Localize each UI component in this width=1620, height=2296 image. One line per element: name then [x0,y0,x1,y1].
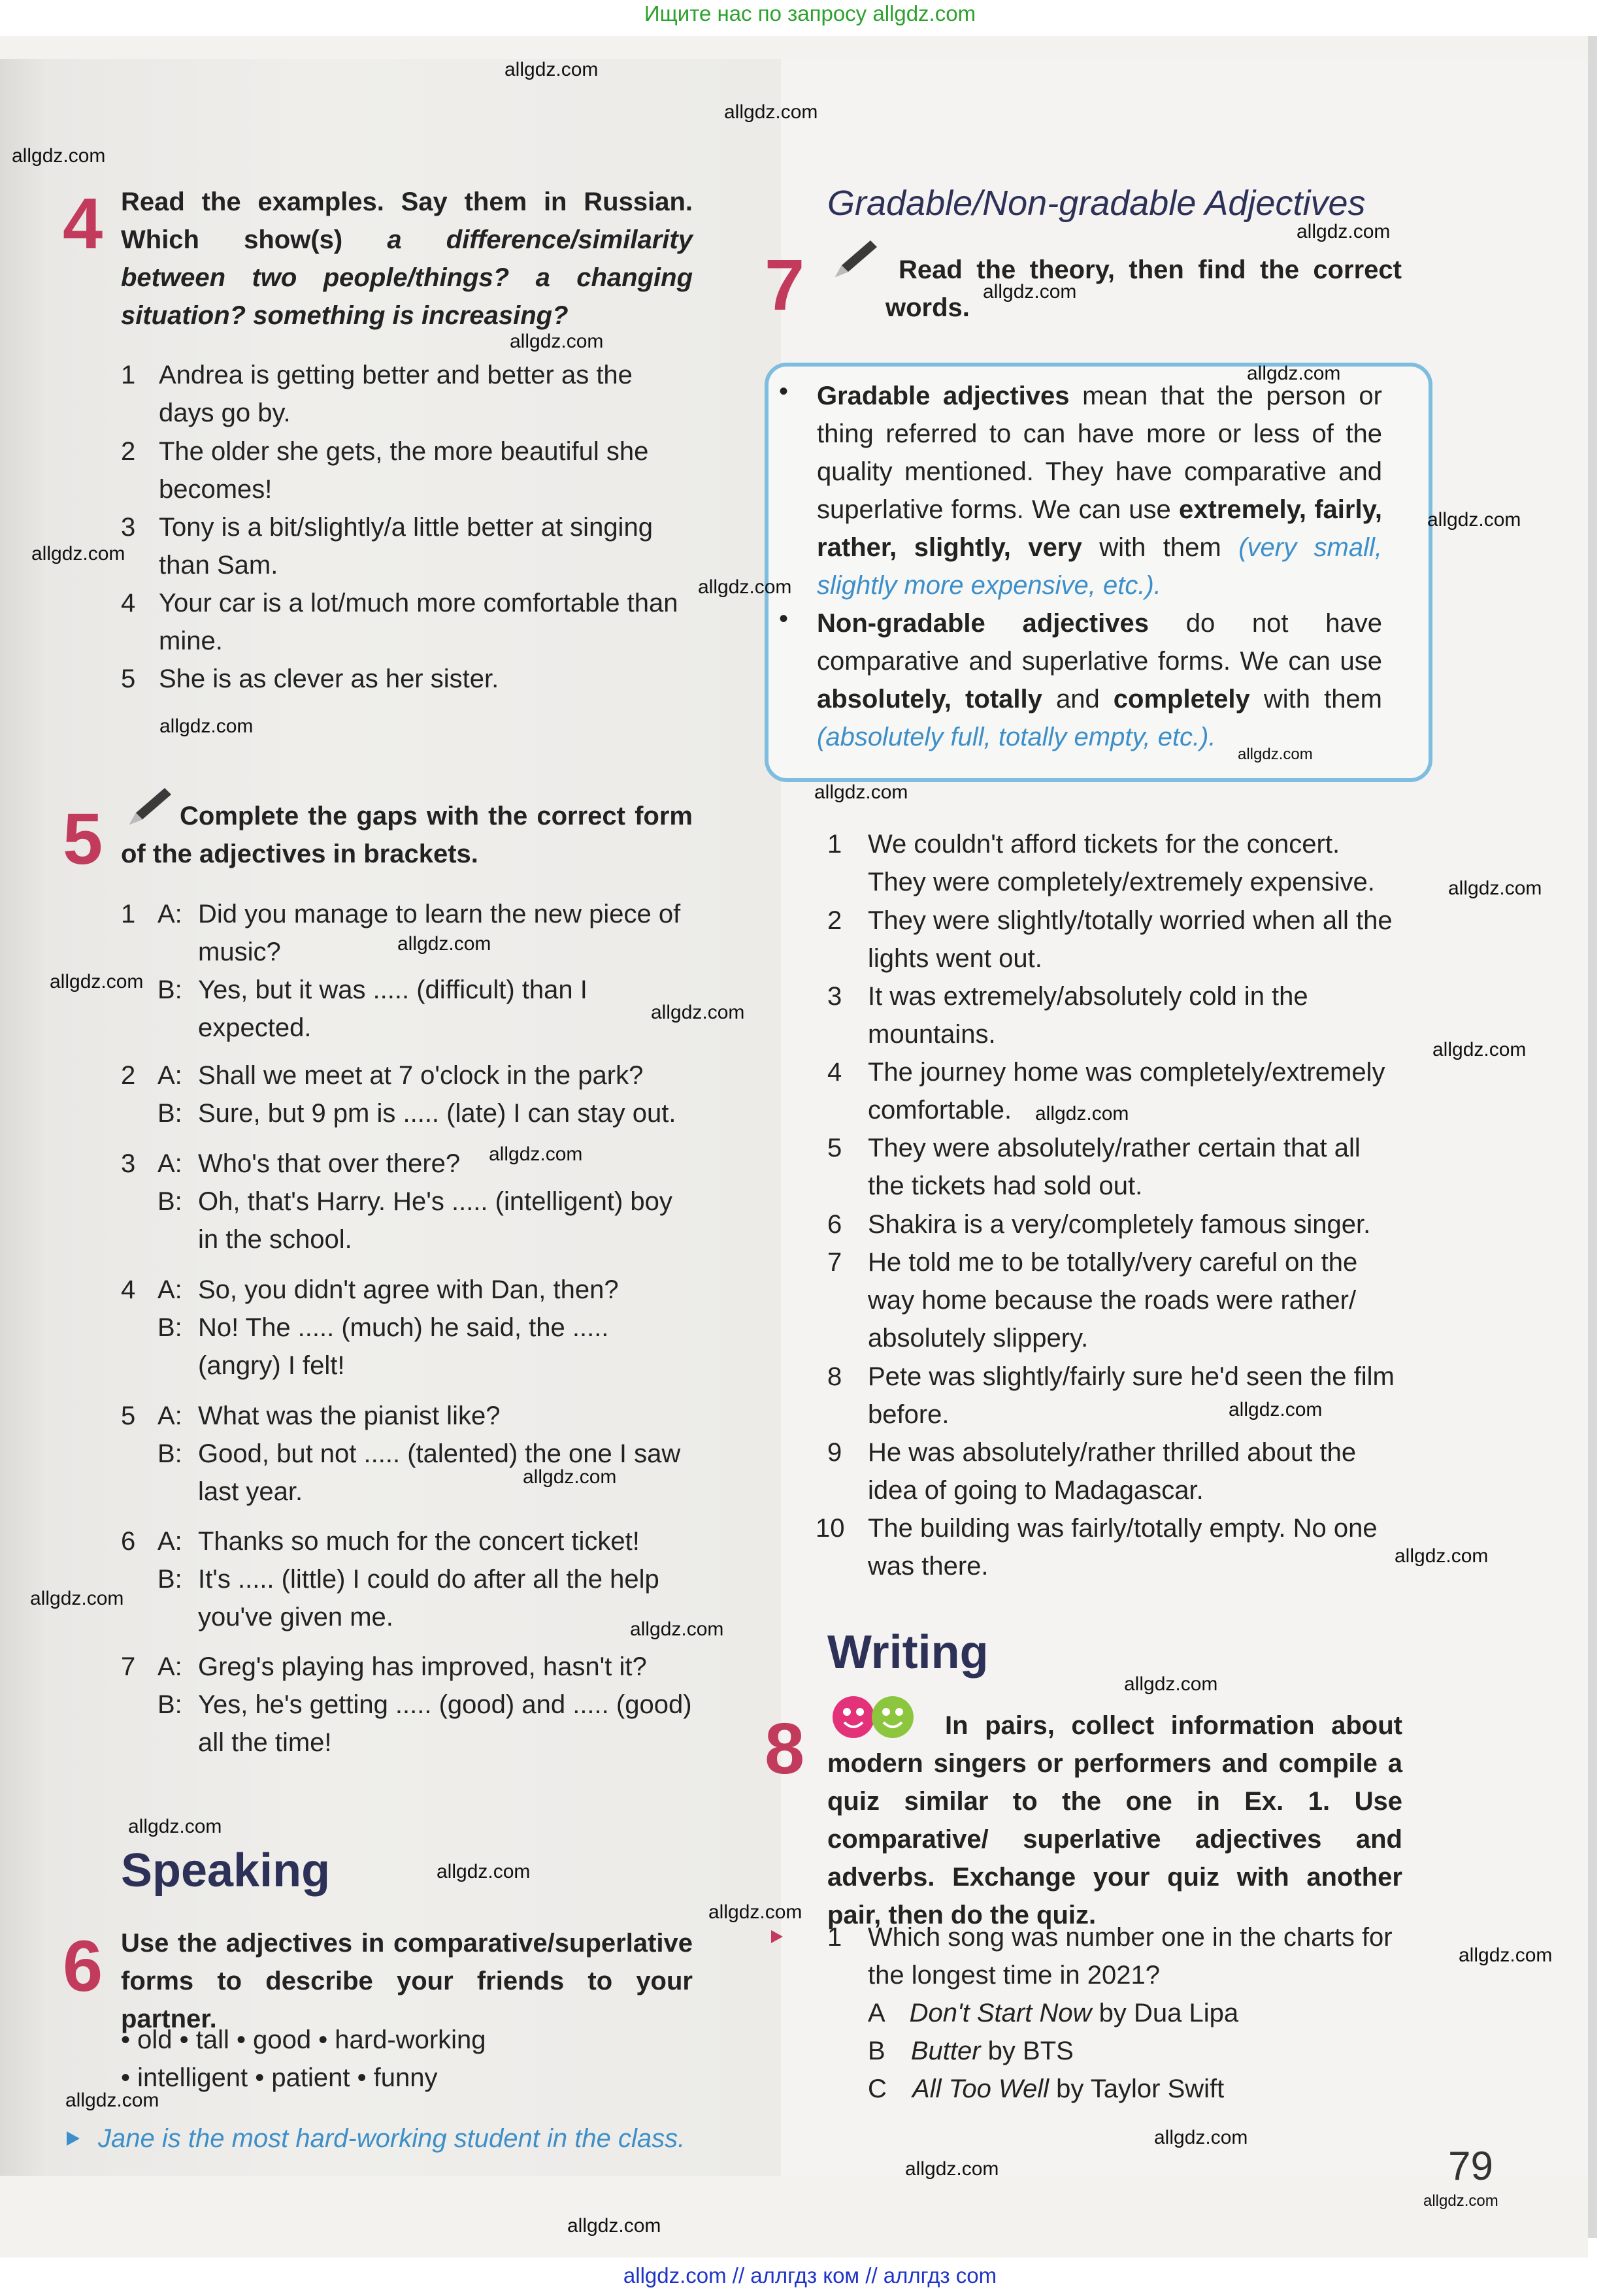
item-number: 2 [121,437,136,466]
item-text: Your car is a lot/much more comfortable than mine. [159,589,678,655]
speaker-a: A: [157,1652,182,1681]
speaker-a: A: [157,1402,182,1430]
line-b: Yes, he's getting ..... (good) and ..... (good) all the time! [198,1690,692,1757]
line-a: Shall we meet at 7 o'clock in the park? [198,1061,644,1090]
speaker-a: A: [157,900,182,928]
exercise-number-6: 6 [63,1926,103,2007]
line-a: So, you didn't agree with Dan, then? [198,1275,619,1304]
gradable-text: mean that the person or thing referred to can have more or less of the quality mentioned. They have comparative and superlative forms. We can use [817,382,1382,524]
quiz-option [868,2032,1074,2070]
line-a: Greg's playing has improved, hasn't it? [198,1652,647,1681]
watermark: allgdz.com [489,1143,583,1165]
watermark: allgdz.com [724,101,818,123]
watermark: allgdz.com [1154,2127,1248,2148]
exercise-number-7: 7 [765,245,805,325]
watermark: allgdz.com [698,576,792,598]
option-title: All Too Well [912,2075,1049,2103]
gradable-with: with them [1099,533,1221,562]
dialogue-number: 3 [121,1149,136,1178]
item-number: 5 [121,664,136,693]
gradable-example: (very small, slightly more expensive, etc.). [817,533,1383,600]
item-number: 3 [121,513,136,542]
non-gradable-text: do not have comparative and superlative forms. We can use [817,609,1382,676]
item-number: 2 [827,906,842,935]
quiz-option [868,1994,1238,2032]
watermark: allgdz.com [814,781,908,803]
speaking-heading: Speaking [121,1845,331,1897]
watermark: allgdz.com [523,1466,617,1488]
dialogue-number: 7 [121,1652,136,1681]
item-text: They were absolutely/rather certain that all the tickets had sold out. [868,1134,1361,1200]
watermark: allgdz.com [65,2090,159,2111]
item-text: Andrea is getting better and better as the days go by. [159,361,633,427]
item-text: We couldn't afford tickets for the concert. They were completely/extremely expensive. [868,830,1375,896]
gradable-definition [817,377,1382,604]
watermark: allgdz.com [31,543,125,565]
watermark: allgdz.com [437,1861,531,1882]
speaker-b: B: [157,1565,182,1594]
item-number: 3 [827,982,842,1011]
page-number: 79 [1448,2144,1493,2189]
line-b: No! The ..... (much) he said, the ..... (angry) I felt! [198,1313,609,1380]
option-artist: by Taylor Swift [1056,2075,1225,2103]
top-banner[interactable]: Ищите нас по запросу allgdz.com [644,1,976,25]
watermark: allgdz.com [1247,363,1341,384]
speaker-b: B: [157,976,182,1004]
watermark: allgdz.com [1229,1399,1323,1420]
watermark: allgdz.com [1395,1545,1489,1567]
option-title: Don't Start Now [909,1999,1092,2027]
dialogue-number: 5 [121,1402,136,1430]
item-text: Shakira is a very/completely famous singer. [868,1210,1371,1239]
item-text: Pete was slightly/fairly sure he'd seen the film before. [868,1362,1395,1429]
word-list-line-1: • old • tall • good • hard-working [121,2025,486,2054]
term-non-gradable: Non-gradable adjectives [817,609,1149,638]
bullet-2: • [779,604,789,633]
item-text: Tony is a bit/slightly/a little better at singing than Sam. [159,513,653,580]
gradable-adverbs: extremely, fairly, rather, slightly, very [817,495,1382,562]
speaker-b: B: [157,1690,182,1719]
option-artist: by BTS [987,2037,1074,2065]
line-a: Who's that over there? [198,1149,461,1178]
speaker-a: A: [157,1061,182,1090]
pencil-icon [830,237,882,282]
item-number: 10 [816,1514,845,1543]
speaker-a: A: [157,1149,182,1178]
item-number: 7 [827,1248,842,1277]
watermark: allgdz.com [510,331,604,352]
option-letter: B [868,2037,885,2065]
watermark: allgdz.com [504,59,599,80]
item-text: The older she gets, the more beautiful she becomes! [159,437,649,504]
watermark: allgdz.com [1459,1944,1553,1966]
watermark: allgdz.com [567,2215,661,2237]
option-title: Butter [910,2037,981,2065]
gradable-heading: Gradable/Non-gradable Adjectives [827,184,1366,223]
line-a: Thanks so much for the concert ticket! [198,1527,640,1556]
dialogue-number: 4 [121,1275,136,1304]
play-arrow-icon [65,2130,81,2147]
item-text: He told me to be totally/very careful on the way home because the roads were rather/ absolutely slippery. [868,1248,1358,1353]
page-edge [1588,36,1597,2238]
line-b: Oh, that's Harry. He's ..... (intelligent) boy in the school. [198,1187,672,1254]
non-gradable-definition [817,604,1382,756]
watermark: allgdz.com [708,1901,802,1923]
exercise-6-instruction: Use the adjectives in comparative/superlative forms to describe your friends to your partner. [121,1929,693,2033]
question-text: Which song was number one in the charts for the longest time in 2021? [868,1923,1393,1990]
item-text: He was absolutely/rather thrilled about the idea of going to Madagascar. [868,1438,1357,1505]
non-gradable-adverb-3: completely [1113,685,1250,713]
line-b: Yes, but it was ..... (difficult) than I expected. [198,976,587,1042]
item-number: 9 [827,1438,842,1467]
quiz-option [868,2070,1224,2108]
question-number: 1 [827,1923,842,1952]
word-list-line-2: • intelligent • patient • funny [121,2063,438,2092]
watermark: allgdz.com [1427,509,1521,531]
line-b: Good, but not ..... (talented) the one I saw last year. [198,1439,681,1506]
item-number: 1 [827,830,842,859]
item-number: 4 [827,1058,842,1087]
exercise-5-instruction: Complete the gaps with the correct form of the adjectives in brackets. [121,802,693,868]
play-arrow-icon [770,1929,784,1944]
watermark: allgdz.com [983,281,1077,303]
item-number: 6 [827,1210,842,1239]
speaker-a: A: [157,1527,182,1556]
watermark: allgdz.com [630,1618,724,1640]
watermark: allgdz.com [1448,877,1542,899]
watermark: allgdz.com [1432,1039,1527,1060]
dialogue-number: 1 [121,900,136,928]
speaker-b: B: [157,1099,182,1128]
watermark: allgdz.com [651,1002,745,1023]
exercise-4-instruction [121,183,693,335]
watermark: allgdz.com [50,971,144,992]
item-number: 5 [827,1134,842,1162]
watermark: allgdz.com [1035,1103,1129,1124]
non-gradable-and: and [1055,685,1100,713]
term-gradable: Gradable adjectives [817,382,1070,410]
exercise-number-5: 5 [63,799,103,879]
watermark: allgdz.com [1297,221,1391,242]
watermark: allgdz.com [1238,746,1313,763]
exercise-8-instruction: In pairs, collect information about modern singers or performers and compile a quiz similar to the one in Ex. 1. Use comparative/ superlative adjectives and adverbs. Exchange your quiz with another pair, then do the quiz. [827,1711,1402,1929]
speaking-example: Jane is the most hard-working student in the class. [98,2124,686,2153]
dialogue-number: 2 [121,1061,136,1090]
bullet-1: • [779,377,789,406]
option-artist: by Dua Lipa [1099,1999,1239,2027]
bottom-banner[interactable]: allgdz.com // аллгдз ком // аллгдз com [623,2263,997,2288]
exercise-7-instruction: Read the theory, then find the correct words. [885,255,1402,322]
non-gradable-example: (absolutely full, totally empty, etc.). [817,723,1216,751]
item-text: They were slightly/totally worried when all the lights went out. [868,906,1393,973]
option-letter: C [868,2075,887,2103]
watermark: allgdz.com [397,933,491,955]
item-number: 1 [121,361,136,389]
item-text: It was extremely/absolutely cold in the mountains. [868,982,1308,1049]
watermark: allgdz.com [1124,1673,1218,1695]
instruction-part-a: Read the examples. Say them in Russian. Which show(s) [121,188,693,254]
watermark: allgdz.com [30,1588,124,1609]
exercise-number-4: 4 [63,184,103,264]
item-text: The building was fairly/totally empty. No one was there. [868,1514,1378,1581]
speaker-a: A: [157,1275,182,1304]
line-b: Sure, but 9 pm is ..... (late) I can stay out. [198,1099,676,1128]
watermark: allgdz.com [128,1816,222,1837]
speaker-b: B: [157,1187,182,1216]
item-text: The journey home was completely/extremely comfortable. [868,1058,1385,1124]
line-a: What was the pianist like? [198,1402,501,1430]
speaker-b: B: [157,1439,182,1468]
exercise-number-8: 8 [765,1709,805,1789]
non-gradable-with: with them [1263,685,1382,713]
watermark: allgdz.com [12,145,106,167]
item-number: 8 [827,1362,842,1391]
item-number: 4 [121,589,136,617]
line-a: Did you manage to learn the new piece of music? [198,900,681,966]
watermark: allgdz.com [905,2158,999,2180]
writing-heading: Writing [827,1626,989,1679]
non-gradable-adverbs: absolutely, totally [817,685,1042,713]
watermark: allgdz.com [1423,2192,1498,2210]
watermark: allgdz.com [159,715,254,737]
option-letter: A [868,1999,884,2027]
line-b: It's ..... (little) I could do after all the help you've given me. [198,1565,659,1632]
instruction-part-b: a difference/similarity between two people/things? a changing situation? something is increasing? [121,225,693,330]
speaker-b: B: [157,1313,182,1342]
dialogue-number: 6 [121,1527,136,1556]
item-text: She is as clever as her sister. [159,664,499,693]
